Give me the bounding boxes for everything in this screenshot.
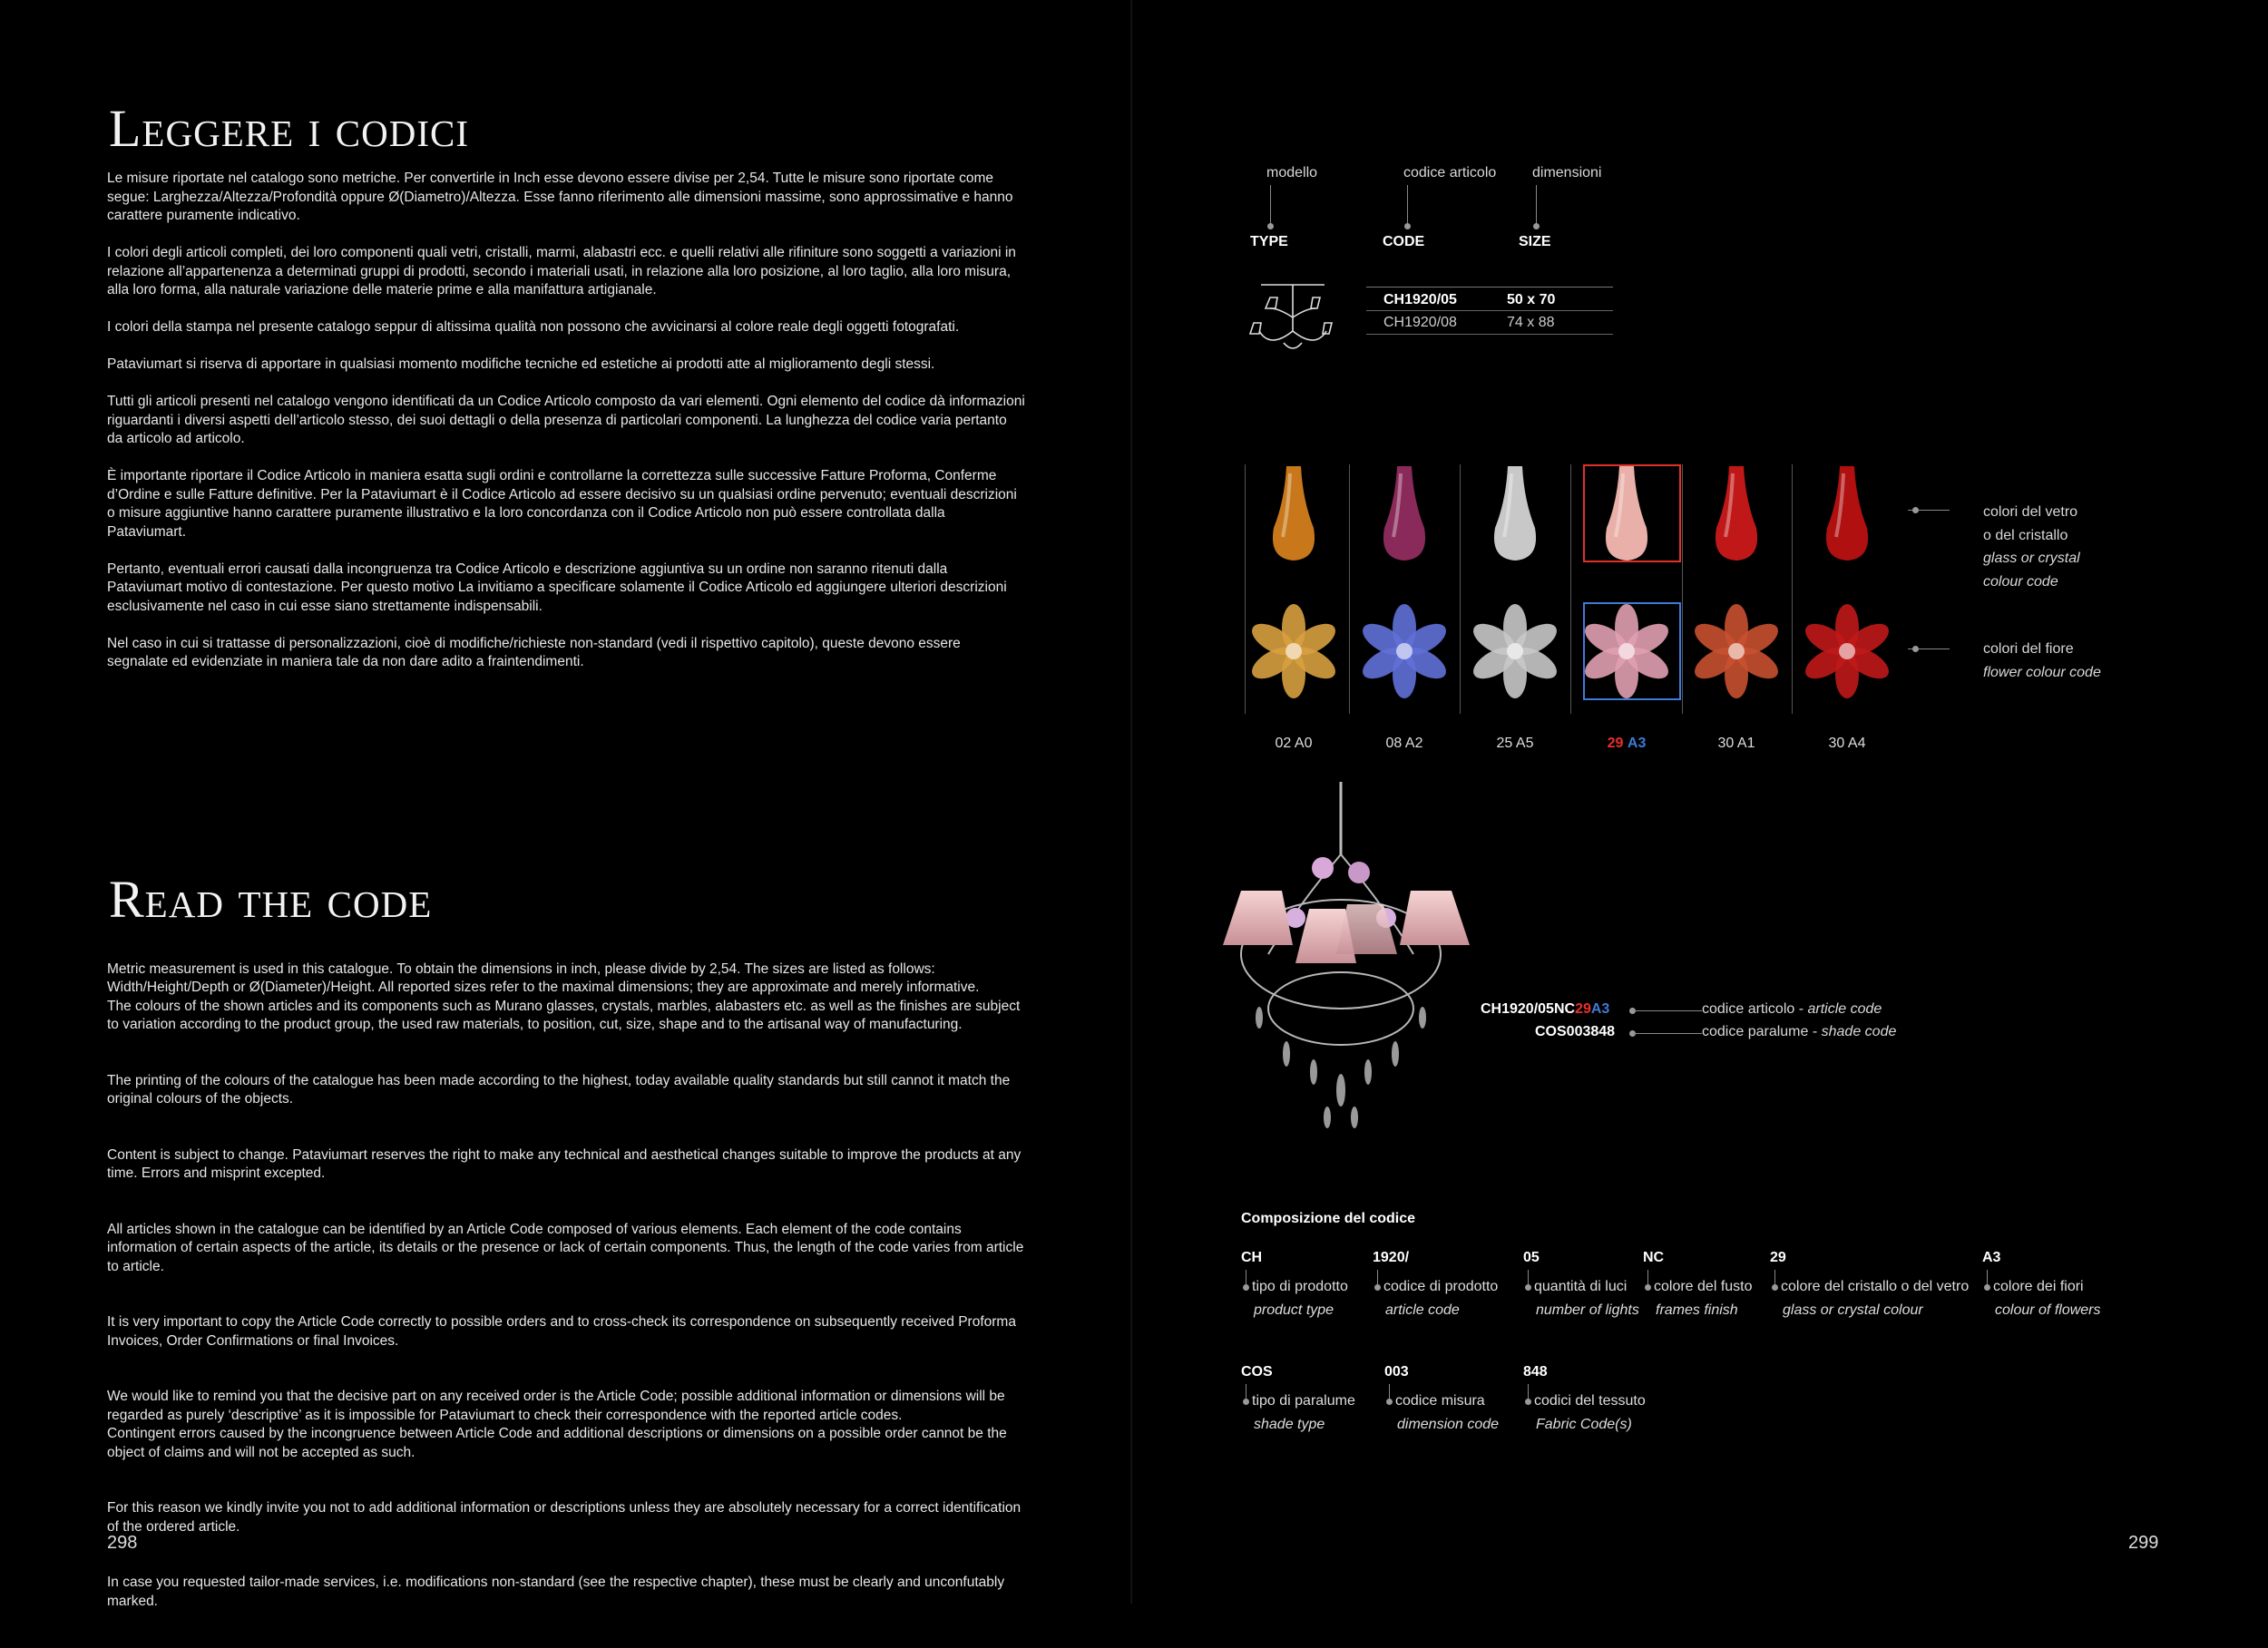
left-page [0, 0, 1132, 1609]
glass-colour-label: colori del vetro o del cristallo glass or crystal colour code [1983, 504, 2080, 590]
header-size: SIZE [1519, 234, 1551, 249]
selected-glass-highlight [1583, 464, 1681, 562]
paragraph: I colori della stampa nel presente catalogo seppur di altissima qualità non possono che avvicinarsi al colore reale degli oggetti fotografati. [107, 319, 960, 335]
colour-code: 30 A1 [1717, 736, 1755, 751]
flower-swatch [1798, 602, 1896, 700]
code-segment-description: codice di prodotto article code [1383, 1279, 1499, 1318]
table-cell-size: 74 x 88 [1507, 315, 1555, 330]
code-segment: 29 [1770, 1250, 1786, 1265]
swatch-divider [1682, 464, 1683, 714]
code-segment-description: tipo di prodotto product type [1252, 1279, 1348, 1318]
flower-swatch [1355, 602, 1453, 700]
colour-code: 30 A4 [1828, 736, 1866, 751]
colour-code: 02 A0 [1275, 736, 1313, 751]
code-segment-description: quantità di luci number of lights [1534, 1279, 1639, 1318]
code-segment-description: colore del cristallo o del vetro glass or crystal colour [1781, 1279, 1970, 1318]
code-segment-description: tipo di paralume shade type [1252, 1393, 1355, 1432]
flower-swatch [1245, 602, 1343, 700]
swatch-divider [1460, 464, 1461, 714]
composition-title: Composizione del codice [1241, 1211, 1416, 1226]
swatch-divider [1570, 464, 1571, 714]
label-dimensioni: dimensioni [1532, 165, 1602, 180]
title-english: Read the code [109, 870, 433, 929]
shade-code: COS003848 [1535, 1024, 1616, 1039]
code-segment: 1920/ [1373, 1250, 1410, 1265]
paragraph: We would like to remind you that the decisive part on any received order is the Article Code; possible additional information or dimensions will be regarded as purely ‘descriptive’ as it is impossible for Pataviumart to check their correspondence with the reported article codes. Contingent errors caused by the incongruence between Article Code and additional descriptions or dimensions on a possible order cannot be the object of claims and will not be accepted as such. [107, 1389, 1007, 1460]
flower-swatch [1466, 602, 1564, 700]
right-page [1132, 0, 2268, 1604]
table-row: CH1920/08 [1383, 315, 1457, 330]
paragraph: It is very important to copy the Article Code correctly to possible orders and to cross-check its correspondence on subsequently received Proforma Invoices, Order Confirmations or final Invoices. [107, 1314, 1016, 1349]
code-segment: 848 [1523, 1364, 1548, 1380]
label-codice-articolo: codice articolo [1403, 165, 1497, 180]
code-segment-description: codice misura dimension code [1395, 1393, 1500, 1432]
code-segment: COS [1241, 1364, 1273, 1380]
paragraph: Pataviumart si riserva di apportare in qualsiasi momento modifiche tecniche ed estetiche ai prodotti atte al miglioramento degli stessi. [107, 356, 935, 372]
body-italian [107, 170, 1025, 690]
shade-code-label: codice paralume - shade code [1702, 1024, 1897, 1039]
code-segment: 003 [1384, 1364, 1409, 1380]
glass-swatch [1687, 464, 1785, 562]
code-segment: A3 [1982, 1250, 2001, 1265]
paragraph: Nel caso in cui si trattasse di personalizzazioni, cioè di modifiche/richieste non-standard (vedi il rispettivo capitolo), queste devono essere segnalate ed evidenziate in maniera tale da non dare adito a fraintendimenti. [107, 635, 961, 669]
header-code: CODE [1383, 234, 1425, 249]
paragraph: Le misure riportate nel catalogo sono metriche. Per convertirle in Inch esse devono essere divise per 2,54. Tutte le misure sono riportate come segue: Larghezza/Altezza/Profondità oppure Ø(Diametro)/Altezza. Esse fanno riferimento alle dimensioni massime, sono approssimative e hanno carattere puramente indicativo. [107, 171, 1013, 223]
paragraph: For this reason we kindly invite you not to add additional information or descriptions unless they are absolutely necessary for a correct identification of the ordered article. [107, 1500, 1022, 1535]
code-segment-description: colore dei fiori colour of flowers [1993, 1279, 2101, 1318]
code-segment-description: codici del tessuto Fabric Code(s) [1534, 1393, 1646, 1432]
table-cell-size: 50 x 70 [1507, 292, 1556, 307]
paragraph: Pertanto, eventuali errori causati dalla incongruenza tra Codice Articolo e descrizione aggiuntiva su un ordine non saranno ritenuti dalla Pataviumart motivo di contestazione. Per questo motivo La invitiamo a specificare solamente il Codice Articolo ed aggiungere ulteriori descrizioni esclusivamente nel caso in cui esse siano strettamente indispensabili. [107, 561, 1007, 614]
code-segment: CH [1241, 1250, 1263, 1265]
body-english [107, 941, 1025, 1648]
glass-swatch [1245, 464, 1343, 562]
glass-swatch [1466, 464, 1564, 562]
colour-code: 25 A5 [1496, 736, 1534, 751]
header-type: TYPE [1250, 234, 1288, 249]
chandelier-sketch-icon [1243, 281, 1343, 363]
colour-code: 29 A3 [1607, 736, 1647, 751]
swatch-divider [1245, 464, 1246, 714]
label-modello: modello [1266, 165, 1318, 180]
chandelier-photo [1187, 782, 1495, 1163]
glass-swatch [1355, 464, 1453, 562]
flower-swatch [1687, 602, 1785, 700]
product-code: CH1920/05NC29A3 [1481, 1001, 1610, 1017]
paragraph: I colori degli articoli completi, dei loro componenti quali vetri, cristalli, marmi, alabastri ecc. e quelli relativi alle rifiniture sono soggetti a variazioni in relazione all’appartenenza a determinati gruppi di prodotti, secondo i materiali usati, in relazione alla loro posizione, al loro taglio, alla loro misura, alla loro forma, alla naturale variazione delle materie prime e alla manifattura artigianale. [107, 245, 1016, 297]
flower-colour-label: colori del fiore flower colour code [1983, 641, 2101, 680]
paragraph: È importante riportare il Codice Articolo in maniera esatta sugli ordini e controllarne la correttezza sulle successive Fatture Proforma, Conferme d’Ordine e sulle Fatture definitive. Per la Pataviumart è il Codice Articolo ad essere decisivo su un qualsiasi ordine pervenuto; eventuali descrizioni o misure aggiuntive hanno carattere puramente illustrativo e la loro concordanza con il Codice Articolo non può essere controllata dalla Pataviumart. [107, 468, 1017, 540]
swatch-divider [1349, 464, 1350, 714]
code-segment-description: colore del fusto frames finish [1654, 1279, 1753, 1318]
selected-flower-highlight [1583, 602, 1681, 700]
paragraph: Metric measurement is used in this catalogue. To obtain the dimensions in inch, please divide by 2,54. The sizes are listed as follows: Width/Height/Depth or Ø(Diameter)/Height. All reported sizes refer to the maximal dimensions; they are approximate and merely informative. The colours of the shown articles and its components such as Murano glasses, crystals, marbles, alabasters etc. as well as the finishes are subject to variation according to the product group, the used raw materials, to position, cut, size, shape and to the artisanal way of manufacturing. [107, 961, 1021, 1032]
paragraph: The printing of the colours of the catalogue has been made according to the highest, today available quality standards but still cannot it match the original colours of the objects. [107, 1072, 1011, 1107]
title-italian: Leggere i codici [109, 99, 469, 158]
article-code-label: codice articolo - article code [1702, 1001, 1882, 1017]
code-segment: NC [1643, 1250, 1665, 1265]
code-segment: 05 [1523, 1250, 1540, 1265]
paragraph: Tutti gli articoli presenti nel catalogo vengono identificati da un Codice Articolo composto da vari elementi. Ogni elemento del codice dà informazioni riguardanti i diversi aspetti dell’articolo stesso, dei suoi dettagli o della presenza di particolari componenti. La lunghezza del codice varia pertanto da articolo ad articolo. [107, 394, 1025, 446]
page-number: 298 [107, 1533, 138, 1553]
table-row: CH1920/05 [1383, 292, 1457, 307]
swatch-divider [1792, 464, 1793, 714]
paragraph: Content is subject to change. Pataviumart reserves the right to make any technical and aesthetical changes suitable to improve the products at any time. Errors and misprint excepted. [107, 1146, 1022, 1181]
colour-code: 08 A2 [1385, 736, 1423, 751]
page-number: 299 [2128, 1533, 2159, 1553]
paragraph: All articles shown in the catalogue can be identified by an Article Code composed of various elements. Each element of the code contains information of certain aspects of the article, its details or the presence or lack of certain components. Thus, the length of the code varies from article to article. [107, 1221, 1024, 1274]
paragraph: In case you requested tailor-made services, i.e. modifications non-standard (see the respective chapter), these must be clearly and unconfutably marked. [107, 1575, 1005, 1609]
glass-swatch [1798, 464, 1896, 562]
